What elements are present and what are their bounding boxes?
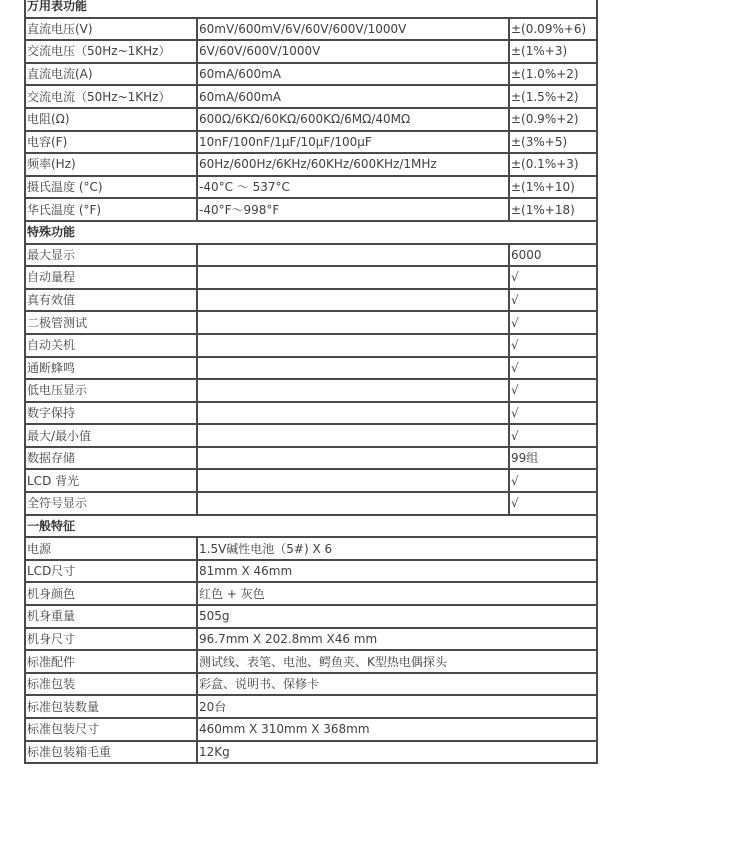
spec-range-cell: [197, 379, 509, 402]
spec-value-cell: 460mm X 310mm X 368mm: [197, 718, 597, 741]
table-row: [25, 289, 597, 312]
spec-name-cell: 标准包装尺寸: [25, 718, 197, 741]
spec-accuracy-cell: ±(1.5%+2): [509, 85, 597, 108]
table-row: [25, 85, 597, 108]
table-row: [25, 153, 597, 176]
spec-range-cell: [197, 402, 509, 425]
spec-range-cell: -40°C ～ 537°C: [197, 176, 509, 199]
spec-accuracy-cell: √: [509, 402, 597, 425]
spec-range-cell: 60Hz/600Hz/6KHz/60KHz/600KHz/1MHz: [197, 153, 509, 176]
spec-range-cell: [197, 447, 509, 470]
spec-name-cell: 通断蜂鸣: [25, 357, 197, 380]
table-row: [25, 357, 597, 380]
spec-range-cell: [197, 357, 509, 380]
spec-accuracy-cell: ±(0.9%+2): [509, 108, 597, 131]
spec-range-cell: [197, 289, 509, 312]
spec-name-cell: 自动关机: [25, 334, 197, 357]
table-row: [25, 628, 597, 651]
section-title: 特殊功能: [25, 221, 597, 244]
spec-table-body: [25, 0, 597, 763]
spec-value-cell: 20台: [197, 695, 597, 718]
spec-accuracy-cell: ±(1.0%+2): [509, 63, 597, 86]
section-title: 一般特征: [25, 515, 597, 538]
spec-name-cell: 标准配件: [25, 650, 197, 673]
spec-accuracy-cell: √: [509, 379, 597, 402]
spec-value-cell: 12Kg: [197, 741, 597, 764]
spec-accuracy-cell: √: [509, 266, 597, 289]
spec-name-cell: 电容(F): [25, 131, 197, 154]
spec-range-cell: 6V/60V/600V/1000V: [197, 40, 509, 63]
table-row: [25, 605, 597, 628]
spec-value-cell: 彩盒、说明书、保修卡: [197, 673, 597, 696]
spec-accuracy-cell: √: [509, 469, 597, 492]
spec-name-cell: 真有效值: [25, 289, 197, 312]
spec-accuracy-cell: 99组: [509, 447, 597, 470]
spec-name-cell: 最大显示: [25, 244, 197, 267]
table-row: [25, 492, 597, 515]
section-special-functions-header-row: [25, 221, 597, 244]
spec-name-cell: 机身颜色: [25, 582, 197, 605]
spec-range-cell: 60mA/600mA: [197, 63, 509, 86]
table-row: [25, 673, 597, 696]
spec-table: [24, 0, 598, 764]
spec-name-cell: 低电压显示: [25, 379, 197, 402]
spec-name-cell: 全符号显示: [25, 492, 197, 515]
table-row: [25, 741, 597, 764]
spec-range-cell: -40°F～998°F: [197, 198, 509, 221]
spec-range-cell: 600Ω/6KΩ/60KΩ/600KΩ/6MΩ/40MΩ: [197, 108, 509, 131]
spec-range-cell: [197, 469, 509, 492]
table-row: [25, 176, 597, 199]
spec-name-cell: 标准包装: [25, 673, 197, 696]
spec-accuracy-cell: √: [509, 334, 597, 357]
table-row: [25, 63, 597, 86]
spec-name-cell: 最大/最小值: [25, 424, 197, 447]
spec-name-cell: 自动量程: [25, 266, 197, 289]
spec-name-cell: 标准包装数量: [25, 695, 197, 718]
table-row: [25, 582, 597, 605]
spec-accuracy-cell: 6000: [509, 244, 597, 267]
table-row: [25, 131, 597, 154]
spec-value-cell: 红色 + 灰色: [197, 582, 597, 605]
spec-accuracy-cell: √: [509, 357, 597, 380]
spec-value-cell: 505g: [197, 605, 597, 628]
table-row: [25, 108, 597, 131]
spec-accuracy-cell: ±(0.09%+6): [509, 18, 597, 41]
table-row: [25, 266, 597, 289]
table-row: [25, 402, 597, 425]
spec-name-cell: 机身尺寸: [25, 628, 197, 651]
spec-accuracy-cell: √: [509, 492, 597, 515]
spec-accuracy-cell: √: [509, 424, 597, 447]
spec-accuracy-cell: ±(1%+18): [509, 198, 597, 221]
spec-value-cell: 81mm X 46mm: [197, 560, 597, 583]
spec-name-cell: 电源: [25, 537, 197, 560]
spec-accuracy-cell: ±(1%+3): [509, 40, 597, 63]
spec-name-cell: 直流电流(A): [25, 63, 197, 86]
spec-name-cell: 数字保持: [25, 402, 197, 425]
table-row: [25, 244, 597, 267]
spec-range-cell: [197, 266, 509, 289]
spec-value-cell: 测试线、表笔、电池、鳄鱼夹、K型热电偶探头: [197, 650, 597, 673]
table-row: [25, 447, 597, 470]
table-row: [25, 311, 597, 334]
table-row: [25, 334, 597, 357]
spec-accuracy-cell: √: [509, 289, 597, 312]
spec-value-cell: 96.7mm X 202.8mm X46 mm: [197, 628, 597, 651]
spec-accuracy-cell: ±(0.1%+3): [509, 153, 597, 176]
table-row: [25, 198, 597, 221]
spec-name-cell: 电阻(Ω): [25, 108, 197, 131]
spec-range-cell: [197, 244, 509, 267]
spec-name-cell: 二极管测试: [25, 311, 197, 334]
spec-name-cell: 机身重量: [25, 605, 197, 628]
spec-range-cell: [197, 311, 509, 334]
spec-name-cell: 频率(Hz): [25, 153, 197, 176]
spec-range-cell: 10nF/100nF/1μF/10μF/100μF: [197, 131, 509, 154]
section-multimeter-functions-header-row: [25, 0, 597, 18]
spec-range-cell: [197, 492, 509, 515]
spec-name-cell: 摄氏温度 (°C): [25, 176, 197, 199]
table-row: [25, 718, 597, 741]
table-row: [25, 695, 597, 718]
table-row: [25, 650, 597, 673]
spec-name-cell: 交流电流（50Hz~1KHz）: [25, 85, 197, 108]
spec-name-cell: 交流电压（50Hz~1KHz）: [25, 40, 197, 63]
table-row: [25, 40, 597, 63]
spec-name-cell: LCD 背光: [25, 469, 197, 492]
table-row: [25, 560, 597, 583]
spec-range-cell: 60mV/600mV/6V/60V/600V/1000V: [197, 18, 509, 41]
section-title: 万用表功能: [25, 0, 597, 18]
spec-range-cell: [197, 334, 509, 357]
spec-name-cell: LCD尺寸: [25, 560, 197, 583]
spec-value-cell: 1.5V碱性电池（5#) X 6: [197, 537, 597, 560]
table-row: [25, 424, 597, 447]
table-row: [25, 18, 597, 41]
spec-accuracy-cell: ±(3%+5): [509, 131, 597, 154]
spec-name-cell: 直流电压(V): [25, 18, 197, 41]
table-row: [25, 537, 597, 560]
spec-name-cell: 标准包装箱毛重: [25, 741, 197, 764]
spec-range-cell: 60mA/600mA: [197, 85, 509, 108]
spec-name-cell: 数据存储: [25, 447, 197, 470]
spec-name-cell: 华氏温度 (°F): [25, 198, 197, 221]
table-row: [25, 379, 597, 402]
spec-accuracy-cell: ±(1%+10): [509, 176, 597, 199]
table-row: [25, 469, 597, 492]
spec-accuracy-cell: √: [509, 311, 597, 334]
section-general-features-header-row: [25, 515, 597, 538]
spec-range-cell: [197, 424, 509, 447]
